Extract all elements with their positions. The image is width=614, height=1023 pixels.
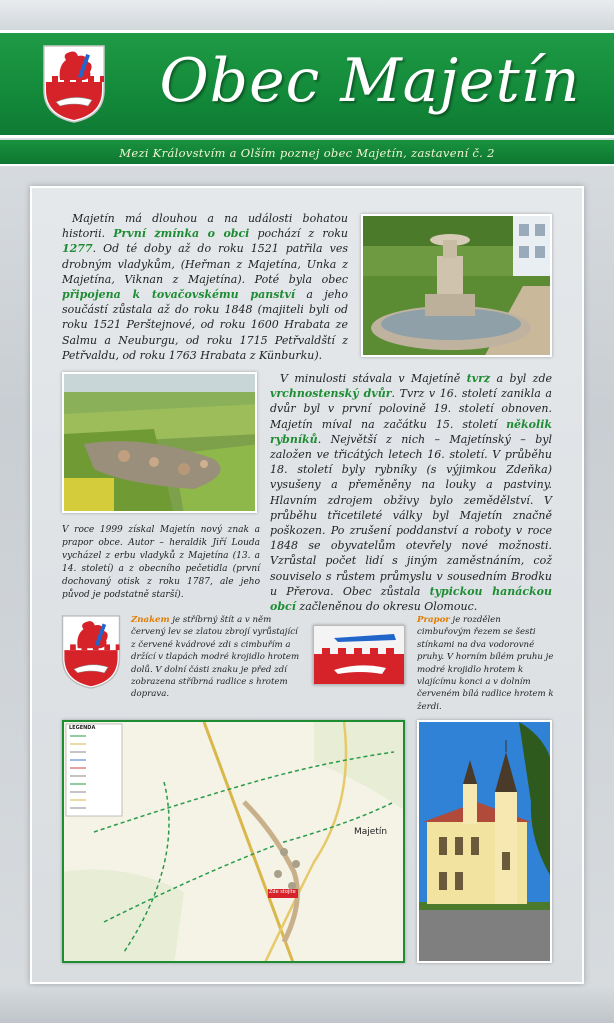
- church-photo: [417, 720, 552, 963]
- coat-of-arms-icon: [42, 44, 106, 124]
- flag-image: [313, 625, 405, 685]
- flag-description: Prapor je rozdělen cimbuřovým řezem se šesti stínkami na dva vodorovné pruhy. V horním bílém pruhu je modré krojidlo hrotem k vlajícímu konci a v dolním červeném bílá radlice hrotem k žerdi.: [417, 615, 554, 712]
- map-image: [62, 720, 405, 963]
- history-paragraph: V minulosti stávala v Majetíně tvrz a byl zde vrchnostenský dvůr. Tvrz v 16. století zanikla a dvůr byl v první polovině 19. století obnoven. Majetín míval na začátku 15. století několik rybníků. Největší z nich – Majetínský – byl založen ve třicátých letech 16. století. V průběhu 18. století byly rybníky (s výjimkou Zdeňka) vysušeny a přeměněny na louky a pastviny. Hlavním zdrojem obživy bylo zemědělství. V průběhu třicetileté války byl Majetín značně poškozen. Po zrušení poddanství a roboty v roce 1848 se obyvatelům otevřely nové možnosti. Vzrůstal počet lidí s jiným zaměstnáním, což souviselo s růstem průmyslu v sousedním Brodku u Přerova. Obec zůstala typickou hanáckou obcí začleněnou do okresu Olomouc.: [270, 372, 553, 614]
- aerial-photo: [62, 372, 257, 513]
- subtitle-bar: [0, 140, 614, 166]
- emblem-description: Znakem je stříbrný štít a v něm červený lev se zlatou zbrojí vyrůstající z červené kvádrové zdi s cimbuřím a držící v tlapách modré krojidlo hrotem dolů. V dolní části znaku je před zdí zobrazena stříbrná radlice s hrotem doprava.: [131, 615, 300, 700]
- subtitle: Mezi Královstvím a Olším poznej obec Majetín, zastavení č. 2: [119, 146, 495, 160]
- aerial-caption: V roce 1999 získal Majetín nový znak a prapor obce. Autor – heraldik Jiří Louda vycházel z erbu vladyků z Majetína (13. a 14. století) a z obecního pečetidla (první dochovaný otisk z roku 1787, ale jeho původ je podstatně starší).: [62, 525, 260, 600]
- top-strip: [0, 0, 614, 30]
- map-town-label: Majetín: [354, 827, 388, 837]
- bottom-strip: [0, 988, 614, 1023]
- map-marker-label: Zde stojíte: [269, 889, 296, 895]
- map-legend-title: LEGENDA: [69, 725, 96, 731]
- emblem-icon: [60, 614, 122, 690]
- page-title: Obec Majetín: [159, 46, 581, 116]
- fountain-photo: [361, 214, 552, 357]
- intro-paragraph: Majetín má dlouhou a na události bohatou historii. První zmínka o obci pochází z roku 1277. Od té doby až do roku 1521 patřila ves drobným vladykům, (Heřman z Majetína, Unka z Majetína, Viknan z Majetína). Poté byla obec připojena k tovačovskému panství a jeho součástí zůstala až do roku 1848 (majiteli byli od roku 1521 Perštejnové, od roku 1600 Hrabata ze Salmu a Neuburgu, od roku 1715 Petřvaldští z Petřvaldu, od roku 1763 Hrabata z Künburku).: [62, 212, 348, 362]
